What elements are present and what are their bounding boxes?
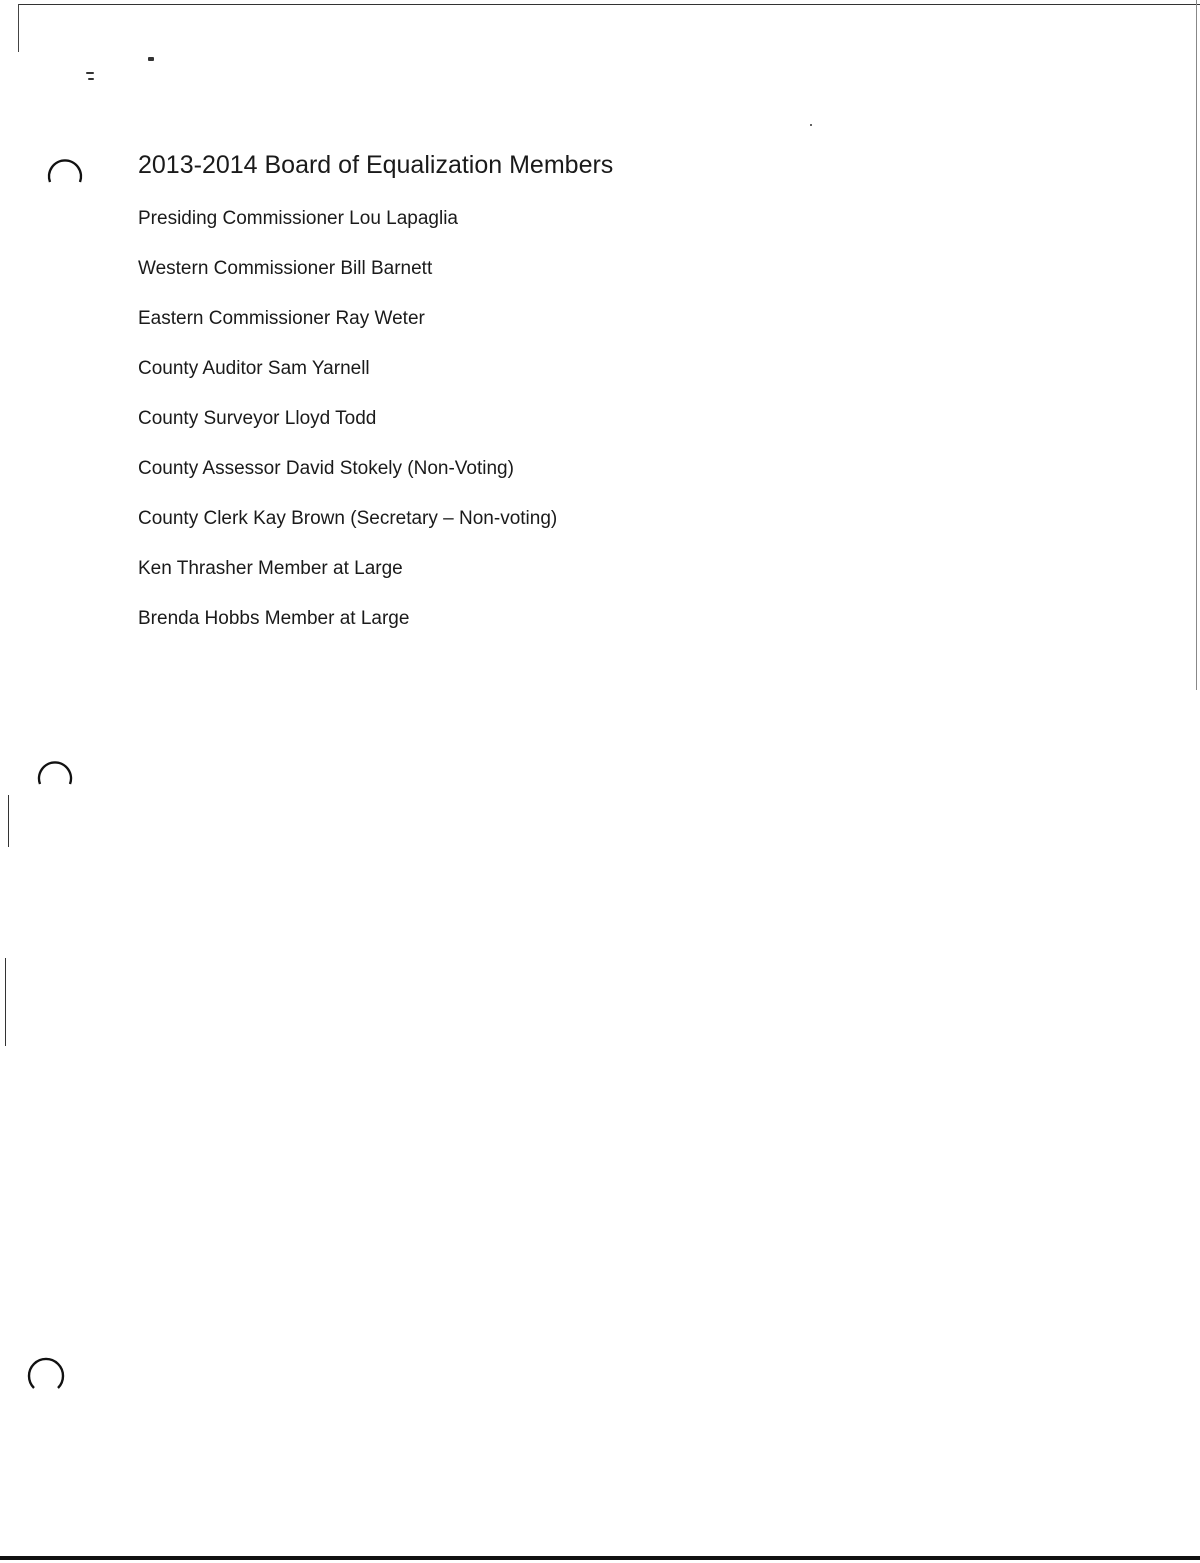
member-item: County Assessor David Stokely (Non-Voting) bbox=[138, 458, 514, 479]
member-item: County Auditor Sam Yarnell bbox=[138, 358, 370, 379]
scan-speck bbox=[88, 78, 94, 80]
punch-hole bbox=[26, 1356, 66, 1394]
scan-edge-bottom bbox=[0, 1556, 1200, 1560]
scan-edge-mark bbox=[8, 795, 9, 847]
member-item: County Surveyor Lloyd Todd bbox=[138, 408, 377, 429]
member-item: Presiding Commissioner Lou Lapaglia bbox=[138, 208, 459, 229]
scan-edge-top bbox=[18, 4, 1200, 5]
member-list bbox=[138, 205, 557, 655]
scan-edge-mark bbox=[5, 958, 6, 1046]
scan-edge-top-left bbox=[18, 4, 19, 52]
member-item: County Clerk Kay Brown (Secretary – Non-voting) bbox=[138, 508, 558, 529]
scan-edge-right bbox=[1196, 0, 1197, 690]
punch-hole bbox=[36, 754, 74, 790]
member-item: Western Commissioner Bill Barnett bbox=[138, 258, 433, 279]
scan-speck bbox=[86, 72, 94, 74]
scan-speck bbox=[810, 124, 812, 126]
document-title: 2013-2014 Board of Equalization Members bbox=[138, 151, 614, 179]
punch-hole bbox=[46, 152, 84, 188]
member-item: Brenda Hobbs Member at Large bbox=[138, 608, 410, 629]
member-item: Ken Thrasher Member at Large bbox=[138, 558, 403, 579]
member-item: Eastern Commissioner Ray Weter bbox=[138, 308, 425, 329]
scan-speck bbox=[148, 57, 154, 61]
